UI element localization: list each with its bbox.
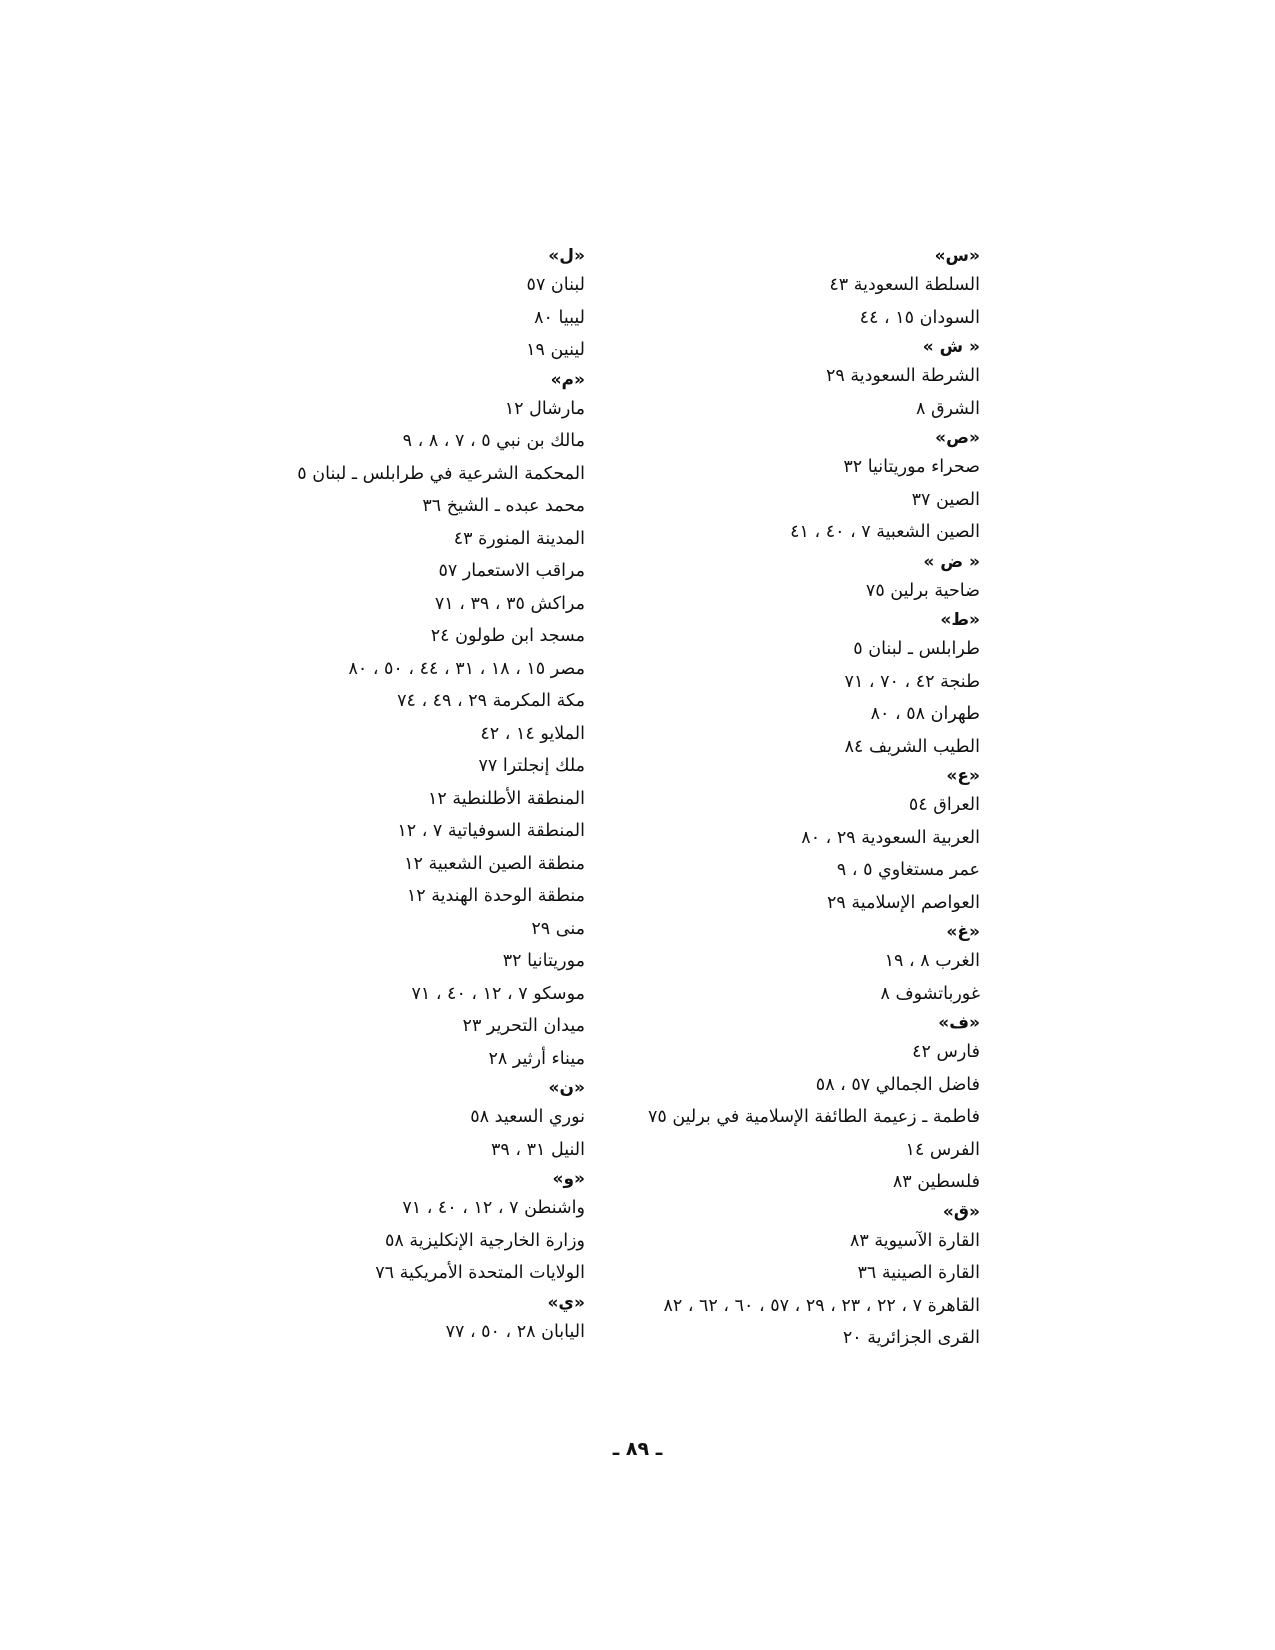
index-entry: العربية السعودية ٢٩ ، ٨٠ (801, 827, 980, 848)
index-entry: طنجة ٤٢ ، ٧٠ ، ٧١ (844, 671, 980, 692)
index-column-right (620, 243, 980, 1355)
index-entry: الغرب ٨ ، ١٩ (884, 951, 980, 971)
index-entry: الشرق ٨ (915, 398, 980, 419)
index-entry: وزارة الخارجية الإنكليزية ٥٨ (385, 1230, 585, 1251)
index-letter-heading: «س» (934, 246, 980, 266)
index-entry: القاهرة ٧ ، ٢٢ ، ٢٣ ، ٢٩ ، ٥٧ ، ٦٠ ، ٦٢ ، ٨٢ (663, 1295, 980, 1316)
index-entry: العواصم الإسلامية ٢٩ (827, 892, 980, 913)
index-entry: الطيب الشريف ٨٤ (844, 736, 980, 757)
index-entry: موريتانيا ٣٢ (502, 951, 585, 971)
index-entry: ميناء أرثير ٢٨ (488, 1048, 585, 1069)
index-letter-heading: «ص» (935, 428, 980, 448)
index-entry: مصر ١٥ ، ١٨ ، ٣١ ، ٤٤ ، ٥٠ ، ٨٠ (348, 658, 585, 679)
index-column-left (265, 243, 585, 1348)
index-entry: عمر مستغاوي ٥ ، ٩ (836, 860, 980, 880)
index-entry: الصين الشعبية ٧ ، ٤٠ ، ٤١ (790, 522, 980, 542)
index-entry: المنطقة السوفياتية ٧ ، ١٢ (397, 821, 585, 841)
index-entry: مراكش ٣٥ ، ٣٩ ، ٧١ (434, 593, 585, 614)
index-entry: مكة المكرمة ٢٩ ، ٤٩ ، ٧٤ (397, 691, 585, 711)
index-entry: صحراء موريتانيا ٣٢ (843, 457, 980, 477)
index-entry: مسجد ابن طولون ٢٤ (430, 626, 585, 646)
index-entry: فاضل الجمالي ٥٧ ، ٥٨ (815, 1074, 980, 1095)
index-entry: ضاحية برلين ٧٥ (865, 580, 980, 601)
index-entry: الملايو ١٤ ، ٤٢ (480, 723, 585, 744)
index-entry: ميدان التحرير ٢٣ (462, 1016, 585, 1036)
index-entry: الصين ٣٧ (911, 489, 980, 510)
page-number: ـ ٨٩ ـ (612, 1438, 663, 1460)
index-entry: اليابان ٢٨ ، ٥٠ ، ٧٧ (445, 1321, 585, 1342)
index-letter-heading: «ق» (942, 1201, 980, 1222)
index-entry: موسكو ٧ ، ١٢ ، ٤٠ ، ٧١ (411, 983, 585, 1004)
index-entry: القرى الجزائرية ٢٠ (842, 1328, 980, 1348)
index-entry: الشرطة السعودية ٢٩ (825, 366, 980, 386)
index-letter-heading: « ش » (922, 337, 980, 357)
index-entry: نوري السعيد ٥٨ (470, 1107, 585, 1127)
index-entry: مارشال ١٢ (504, 398, 585, 419)
index-entry: القارة الآسيوية ٨٣ (849, 1230, 980, 1251)
index-entry: فلسطين ٨٣ (892, 1172, 980, 1192)
index-entry: منطقة الوحدة الهندية ١٢ (406, 886, 585, 906)
index-entry: منطقة الصين الشعبية ١٢ (404, 853, 585, 874)
index-letter-heading: «ل» (548, 246, 585, 266)
index-letter-heading: «غ» (946, 922, 980, 942)
index-entry: الفرس ١٤ (905, 1139, 980, 1160)
index-letter-heading: «ف» (938, 1013, 980, 1033)
index-letter-heading: «ن» (548, 1078, 585, 1098)
index-entry: مالك بن نبي ٥ ، ٧ ، ٨ ، ٩ (402, 431, 585, 451)
index-entry: طرابلس ـ لبنان ٥ (853, 639, 980, 659)
index-letter-heading: «و» (552, 1169, 585, 1189)
index-entry: واشنطن ٧ ، ١٢ ، ٤٠ ، ٧١ (402, 1198, 585, 1218)
index-entry: المنطقة الأطلنطية ١٢ (428, 788, 585, 809)
index-entry: القارة الصينية ٣٦ (857, 1263, 980, 1283)
index-entry: مراقب الاستعمار ٥٧ (438, 561, 585, 581)
index-letter-heading: «ط» (940, 610, 980, 630)
index-entry: ليبيا ٨٠ (534, 307, 585, 328)
index-entry: لينين ١٩ (526, 340, 585, 360)
index-entry: طهران ٥٨ ، ٨٠ (870, 704, 980, 724)
index-entry: العراق ٥٤ (908, 795, 980, 815)
index-entry: منى ٢٩ (531, 918, 585, 939)
index-letter-heading: «م» (550, 369, 585, 390)
index-entry: ملك إنجلترا ٧٧ (478, 756, 585, 776)
index-entry: فاطمة ـ زعيمة الطائفة الإسلامية في برلين ٧٥ (647, 1107, 980, 1127)
index-letter-heading: «ع» (946, 766, 980, 786)
index-letter-heading: « ض » (923, 551, 980, 572)
index-entry: السلطة السعودية ٤٣ (829, 275, 980, 295)
index-entry: المدينة المنورة ٤٣ (453, 528, 585, 549)
index-entry: النيل ٣١ ، ٣٩ (491, 1139, 585, 1160)
index-entry: فارس ٤٢ (912, 1042, 980, 1062)
index-entry: محمد عبده ـ الشيخ ٣٦ (422, 496, 585, 516)
index-letter-heading: «ي» (547, 1292, 585, 1313)
index-entry: السودان ١٥ ، ٤٤ (859, 307, 980, 328)
index-entry: الولايات المتحدة الأمريكية ٧٦ (375, 1263, 585, 1283)
index-entry: لبنان ٥٧ (526, 275, 585, 295)
index-entry: غورباتشوف ٨ (880, 983, 980, 1004)
index-entry: المحكمة الشرعية في طرابلس ـ لبنان ٥ (297, 463, 585, 484)
